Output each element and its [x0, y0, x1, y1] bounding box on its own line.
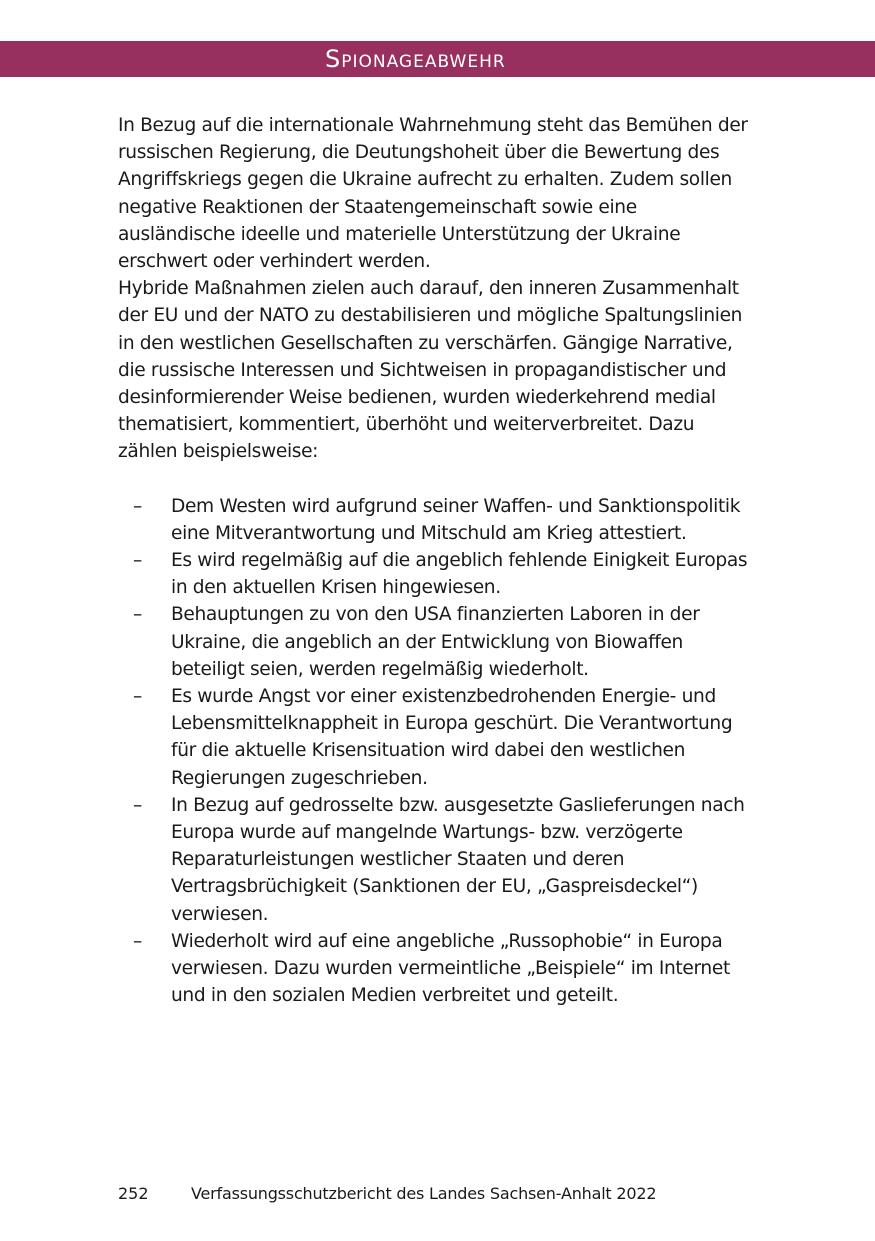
section-title: Spionageabwehr — [325, 45, 506, 73]
dash-bullet-icon: – — [133, 604, 142, 626]
list-item-text: Es wird regelmäßig auf die angeblich fehlende Einigkeit Europas in den aktuellen Krisen hingewiesen. — [171, 550, 748, 599]
bullet-list — [118, 493, 758, 1010]
list-item — [118, 601, 758, 683]
list-item — [118, 792, 758, 928]
dash-bullet-icon: – — [133, 686, 142, 708]
footer-title: Verfassungsschutzbericht des Landes Sachsen-Anhalt 2022 — [191, 1184, 657, 1203]
dash-bullet-icon: – — [133, 930, 142, 952]
paragraph: Hybride Maßnahmen zielen auch darauf, den inneren Zusammenhalt der EU und der NATO zu destabilisieren und mögliche Spaltungslinien in den westlichen Gesellschaften zu verschärfen. Gängige Narrative, die russische Interessen und Sichtweisen in propagandistischer und desinformierender Weise bedienen, wurden wiederkehrend medial thematisiert, kommentiert, überhöht und weiterverbreitet. Dazu zählen beispielsweise: — [118, 278, 743, 463]
dash-bullet-icon: – — [133, 495, 142, 517]
dash-bullet-icon: – — [133, 794, 142, 816]
page-number: 252 — [118, 1184, 149, 1203]
list-item — [118, 683, 758, 792]
dash-bullet-icon: – — [133, 550, 142, 572]
list-item — [118, 493, 758, 547]
list-item-text: Wiederholt wird auf eine angebliche „Russophobie“ in Europa verwiesen. Dazu wurden vermeintliche „Beispiele“ im Internet und in den sozialen Medien verbreitet und geteilt. — [171, 930, 730, 1007]
list-item-text: In Bezug auf gedrosselte bzw. ausgesetzte Gaslieferungen nach Europa wurde auf mangelnde Wartungs- bzw. verzögerte Reparaturleistungen westlicher Staaten und deren Vertragsbrüchigkeit (Sanktionen der EU, „Gaspreisdeckel“) verwiesen. — [171, 794, 745, 925]
list-item-text: Behauptungen zu von den USA finanzierten Laboren in der Ukraine, die angeblich an der Entwicklung von Biowaffen beteiligt seien, werden regelmäßig wiederholt. — [171, 604, 700, 680]
list-item-text: Dem Westen wird aufgrund seiner Waffen- und Sanktionspolitik eine Mitverantwortung und Mitschuld am Krieg attestiert. — [171, 495, 741, 544]
list-item-text: Es wurde Angst vor einer existenzbedrohenden Energie- und Lebensmittelknappheit in Europa geschürt. Die Verantwortung für die aktuelle Krisensituation wird dabei den westlichen Regierungen zugeschrieben. — [171, 686, 733, 789]
list-item — [118, 547, 758, 601]
list-item — [118, 928, 758, 1010]
paragraph: In Bezug auf die internationale Wahrnehmung steht das Bemühen der russischen Regierung, die Deutungshoheit über die Bewertung des Angriffskriegs gegen die Ukraine aufrecht zu erhalten. Zudem sollen negative Reaktionen der Staatengemeinschaft sowie eine ausländische ideelle und materielle Unterstützung der Ukraine erschwert oder verhindert werden. — [118, 115, 748, 273]
body-text — [118, 112, 758, 1010]
